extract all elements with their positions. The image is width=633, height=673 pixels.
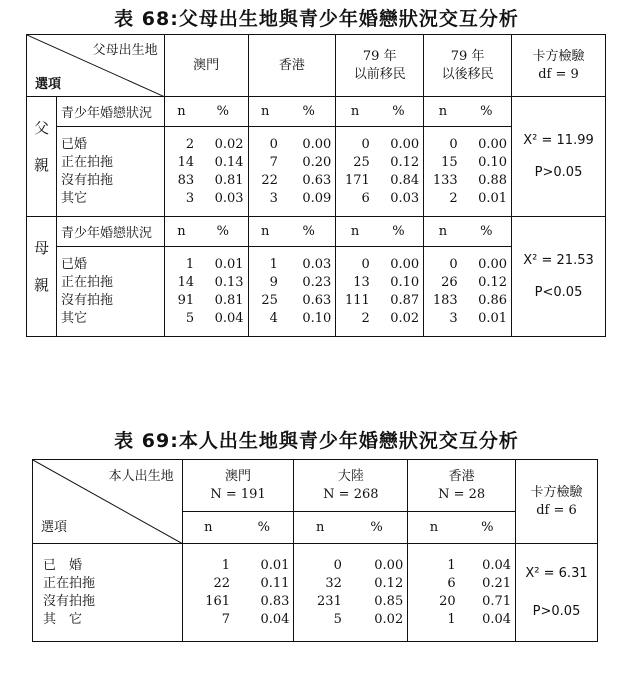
t68-father-value: 7 [269, 154, 278, 170]
t68-father-value: 0.01 [478, 190, 508, 206]
t69-col-0-line: 澳門 [225, 468, 252, 484]
t69-value: 0.85 [374, 593, 404, 609]
t68-father-chi-stack [512, 132, 605, 182]
t69-col-cell [346, 544, 408, 642]
t69-col-cell [460, 544, 516, 642]
t68-pct-header: % [282, 97, 336, 127]
t69-n-header: n [408, 512, 460, 544]
t68-mother-chi-value: X² = 21.53 [523, 252, 594, 268]
t68-father-col-cell [336, 127, 374, 217]
t68-father-value: 0.00 [390, 136, 420, 152]
t68-father-col-cell [198, 127, 248, 217]
t69-corner-top: 本人出生地 [108, 469, 174, 484]
t68-mother-value: 111 [344, 292, 370, 308]
t68-mother-chi-stack [512, 252, 605, 302]
t69-col-0 [183, 468, 294, 504]
t68-mother-value: 0.00 [478, 256, 508, 272]
t68-mother-value: 13 [353, 274, 370, 290]
t68-mother-col-cell [424, 247, 462, 337]
t68-father-value: 0.00 [302, 136, 332, 152]
t68-father-value: 0.63 [302, 172, 332, 188]
t68-mother-col-cell [164, 247, 198, 337]
t68-corner-header [27, 35, 165, 97]
t69-value: 20 [439, 593, 456, 609]
t69-col-0-line: N = 191 [210, 486, 266, 502]
t69-col-header-2 [408, 460, 516, 512]
t68-mother-p-value: P<0.05 [534, 284, 583, 300]
t68-mother-value: 25 [261, 292, 278, 308]
t69-col-1-line: N = 268 [323, 486, 379, 502]
t68-father-col-cell [424, 127, 462, 217]
t68-mother-items-stack [61, 256, 164, 328]
t68-mother-col-stack [249, 256, 278, 328]
t69-chi-value: X² = 6.31 [525, 565, 588, 581]
t68-mother-value: 0.01 [478, 310, 508, 326]
t68-mother-value: 0.87 [390, 292, 420, 308]
t68-mother-value: 0 [361, 256, 370, 272]
t68-mother-col-cell [282, 247, 336, 337]
t68-pct-header: % [198, 97, 248, 127]
t68-father-value: 0 [269, 136, 278, 152]
t68-mother-value: 0.04 [214, 310, 244, 326]
t69-pct-header: % [234, 512, 294, 544]
t69-value: 0.04 [482, 557, 512, 573]
t68-n-header: n [248, 97, 282, 127]
t69-chi-header [516, 460, 598, 544]
t68-pct-header: % [282, 217, 336, 247]
t68-mother-value: 0.10 [302, 310, 332, 326]
t69-col-stack [460, 557, 511, 629]
t68-father-value: 0.20 [302, 154, 332, 170]
t69-corner-header [33, 460, 183, 544]
t68-father-value: 0.81 [214, 172, 244, 188]
t69-chi-header-line: df = 6 [536, 502, 577, 518]
t68-father-item: 其它 [60, 190, 87, 206]
t68-father-col-stack [424, 136, 457, 208]
t68-mother-col-cell [374, 247, 424, 337]
t68-father-col-stack [198, 136, 243, 208]
t68-chi-header [512, 35, 606, 97]
t68-mother-sub-label: 青少年婚戀狀況 [56, 217, 164, 247]
t68-father-items-stack [61, 136, 164, 208]
t68-mother-col-cell [336, 247, 374, 337]
t68-col-1-line: 香港 [278, 57, 305, 73]
t69-col-stack [408, 557, 455, 629]
t69-value: 0.00 [374, 557, 404, 573]
t68-mother-col-cell [462, 247, 512, 337]
t68-chi-header-line: 卡方檢驗 [532, 48, 585, 64]
t68-father-value: 25 [353, 154, 370, 170]
t68-father-value: 171 [344, 172, 370, 188]
t69-value: 0.01 [260, 557, 290, 573]
t68-mother-item: 正在拍拖 [60, 274, 113, 290]
t68-mother-col-stack [336, 256, 369, 328]
t69-col-stack [183, 557, 230, 629]
t68-father-col-stack [336, 136, 369, 208]
t68-father-value: 0.02 [214, 136, 244, 152]
t68-mother-col-stack [198, 256, 243, 328]
t68-father-col-stack [165, 136, 194, 208]
t69-p-value: P>0.05 [532, 603, 581, 619]
t69-item: 正在拍拖 [43, 575, 96, 591]
t68-mother-value: 0.03 [302, 256, 332, 272]
t69-col-stack [346, 557, 403, 629]
t68-col-3-line: 79 年 [450, 48, 485, 64]
t69-col-1-line: 大陸 [337, 468, 364, 484]
t69-value: 1 [221, 557, 231, 573]
t69-item: 其 它 [43, 611, 83, 627]
t68-father-value: 15 [441, 154, 458, 170]
t68-mother-value: 0.10 [390, 274, 420, 290]
t68-corner-bottom: 選項 [35, 77, 62, 92]
table-68 [26, 34, 606, 337]
t68-pct-header: % [374, 217, 424, 247]
t68-father-col-stack [462, 136, 507, 208]
t69-value: 0.21 [482, 575, 512, 591]
t69-col-stack [234, 557, 289, 629]
t69-value: 0.04 [482, 611, 512, 627]
t68-pct-header: % [374, 97, 424, 127]
t69-chi-header-text [516, 484, 597, 520]
t69-col-2-line: N = 28 [438, 486, 486, 502]
t68-mother-value: 183 [432, 292, 458, 308]
t68-father-items [56, 127, 164, 217]
t69-chi-stack [516, 565, 597, 621]
t68-mother-label: 母親 [31, 239, 50, 314]
t68-father-value: 0.10 [478, 154, 508, 170]
t68-col-header-0 [164, 35, 248, 97]
t68-mother-value: 0.86 [478, 292, 508, 308]
t69-item: 已 婚 [43, 557, 83, 573]
t68-father-col-stack [282, 136, 331, 208]
t68-mother-value: 0.00 [390, 256, 420, 272]
t68-father-item: 沒有拍拖 [60, 172, 113, 188]
t68-mother-value: 0.81 [214, 292, 244, 308]
t68-chi-header-text [512, 48, 605, 84]
t68-mother-item: 沒有拍拖 [60, 292, 113, 308]
t68-father-value: 0.03 [390, 190, 420, 206]
t68-father-sub-label: 青少年婚戀狀況 [56, 97, 164, 127]
t69-chi-header-line: 卡方檢驗 [530, 484, 583, 500]
t68-father-item: 正在拍拖 [60, 154, 113, 170]
t68-father-col-cell [282, 127, 336, 217]
t68-father-col-stack [374, 136, 419, 208]
t69-n-header: n [294, 512, 346, 544]
t68-father-value: 83 [177, 172, 195, 188]
t69-pct-header: % [346, 512, 408, 544]
t69-value: 22 [213, 575, 231, 591]
t69-value: 161 [205, 593, 231, 609]
t68-mother-value: 91 [177, 292, 195, 308]
t68-mother-col-cell [248, 247, 282, 337]
table-68-title: 表 68:父母出生地與青少年婚戀狀況交互分析 [114, 8, 519, 30]
t69-value: 0.11 [260, 575, 290, 591]
t68-father-value: 0.09 [302, 190, 332, 206]
t68-father-value: 0.84 [390, 172, 420, 188]
t68-mother-value: 0.02 [390, 310, 420, 326]
t69-items-stack [43, 557, 182, 629]
t68-pct-header: % [462, 97, 512, 127]
t69-col-1 [294, 468, 407, 504]
t69-col-cell [294, 544, 346, 642]
t69-items [33, 544, 183, 642]
t68-father-value: 0.12 [390, 154, 420, 170]
t68-mother-value: 9 [269, 274, 278, 290]
t68-father-value: 0.00 [478, 136, 508, 152]
t68-father-value: 6 [361, 190, 370, 206]
t68-col-0 [165, 57, 248, 75]
t68-mother-col-stack [165, 256, 194, 328]
t69-col-2-line: 香港 [448, 468, 475, 484]
t69-value: 32 [325, 575, 342, 591]
t68-father-col-cell [164, 127, 198, 217]
t69-col-cell [182, 544, 234, 642]
t68-father-value: 0 [361, 136, 370, 152]
t69-value: 5 [333, 611, 342, 627]
t68-father-value: 0.14 [214, 154, 244, 170]
t68-n-header: n [336, 97, 374, 127]
t68-mother-chi [512, 217, 606, 337]
t68-col-header-3 [424, 35, 512, 97]
t68-father-value: 2 [449, 190, 458, 206]
t68-father-value: 0 [449, 136, 458, 152]
t68-mother-value: 1 [185, 256, 195, 272]
t68-mother-col-stack [424, 256, 457, 328]
t68-col-2-line: 以前移民 [353, 66, 406, 82]
t68-col-2 [336, 48, 423, 84]
t69-value: 1 [447, 557, 456, 573]
t68-father-p-value: P>0.05 [534, 164, 583, 180]
t68-mother-items [56, 247, 164, 337]
t68-corner-top: 父母出生地 [92, 43, 158, 58]
t68-mother-value: 0.63 [302, 292, 332, 308]
t68-mother-value: 0.13 [214, 274, 244, 290]
t68-mother-col-stack [374, 256, 419, 328]
t69-value: 7 [221, 611, 231, 627]
t68-father-value: 3 [185, 190, 195, 206]
t68-n-header: n [336, 217, 374, 247]
t68-mother-value: 3 [449, 310, 458, 326]
t68-father-value: 0.88 [478, 172, 508, 188]
t69-col-header-1 [294, 460, 408, 512]
t68-father-value: 133 [432, 172, 458, 188]
t69-value: 231 [317, 593, 342, 609]
t68-n-header: n [248, 217, 282, 247]
t68-mother-item: 已婚 [60, 256, 87, 272]
t68-father-col-cell [462, 127, 512, 217]
t69-item: 沒有拍拖 [43, 593, 96, 609]
table-69 [32, 459, 598, 642]
t69-corner-bottom: 選項 [41, 520, 68, 535]
t68-col-2-line: 79 年 [362, 48, 397, 64]
t68-father-item: 已婚 [60, 136, 87, 152]
t69-n-header: n [182, 512, 234, 544]
t68-pct-header: % [462, 217, 512, 247]
t69-value: 6 [447, 575, 456, 591]
t68-col-3-line: 以後移民 [441, 66, 494, 82]
t69-value: 0.12 [374, 575, 404, 591]
t68-father-chi-value: X² = 11.99 [523, 132, 594, 148]
t68-chi-header-line: df = 9 [538, 66, 579, 82]
t68-mother-item: 其它 [60, 310, 87, 326]
t68-mother-value: 14 [177, 274, 195, 290]
t69-col-header-0 [182, 460, 294, 512]
t68-pct-header: % [198, 217, 248, 247]
t68-father-value: 14 [177, 154, 195, 170]
t69-chi [516, 544, 598, 642]
t68-n-header: n [424, 97, 462, 127]
t69-value: 0.71 [482, 593, 512, 609]
t68-mother-col-cell [198, 247, 248, 337]
t68-mother-value: 4 [269, 310, 278, 326]
t68-mother-value: 5 [185, 310, 195, 326]
t68-father-value: 0.03 [214, 190, 244, 206]
t68-father-value: 22 [261, 172, 278, 188]
t68-col-header-2 [336, 35, 424, 97]
t68-col-3 [424, 48, 511, 84]
t69-value: 1 [447, 611, 456, 627]
t68-mother-value: 0.01 [214, 256, 244, 272]
t68-father-value: 3 [269, 190, 278, 206]
t68-n-header: n [164, 217, 198, 247]
t69-col-stack [294, 557, 341, 629]
t69-value: 0.02 [374, 611, 404, 627]
t68-mother-value: 0 [449, 256, 458, 272]
t68-col-header-1 [248, 35, 336, 97]
t69-col-2 [408, 468, 515, 504]
t68-col-0-line: 澳門 [193, 57, 220, 73]
t69-value: 0 [333, 557, 342, 573]
t68-father-col-stack [249, 136, 278, 208]
t68-father-col-cell [374, 127, 424, 217]
t68-n-header: n [164, 97, 198, 127]
t68-mother-value: 0.12 [478, 274, 508, 290]
t69-value: 0.83 [260, 593, 290, 609]
t68-father-col-cell [248, 127, 282, 217]
t69-col-cell [234, 544, 294, 642]
t68-mother-value: 26 [441, 274, 458, 290]
t68-n-header: n [424, 217, 462, 247]
t68-mother-value: 0.23 [302, 274, 332, 290]
t69-value: 0.04 [260, 611, 290, 627]
t69-pct-header: % [460, 512, 516, 544]
table-69-title: 表 69:本人出生地與青少年婚戀狀況交互分析 [114, 430, 519, 452]
t68-col-1 [249, 57, 336, 75]
t68-father-chi [512, 97, 606, 217]
t68-mother-col-stack [282, 256, 331, 328]
t69-col-cell [408, 544, 460, 642]
t68-mother-col-stack [462, 256, 507, 328]
t68-father-value: 2 [185, 136, 195, 152]
t68-mother-value: 1 [269, 256, 278, 272]
t68-mother-value: 2 [361, 310, 370, 326]
t68-father-label: 父親 [27, 97, 57, 217]
